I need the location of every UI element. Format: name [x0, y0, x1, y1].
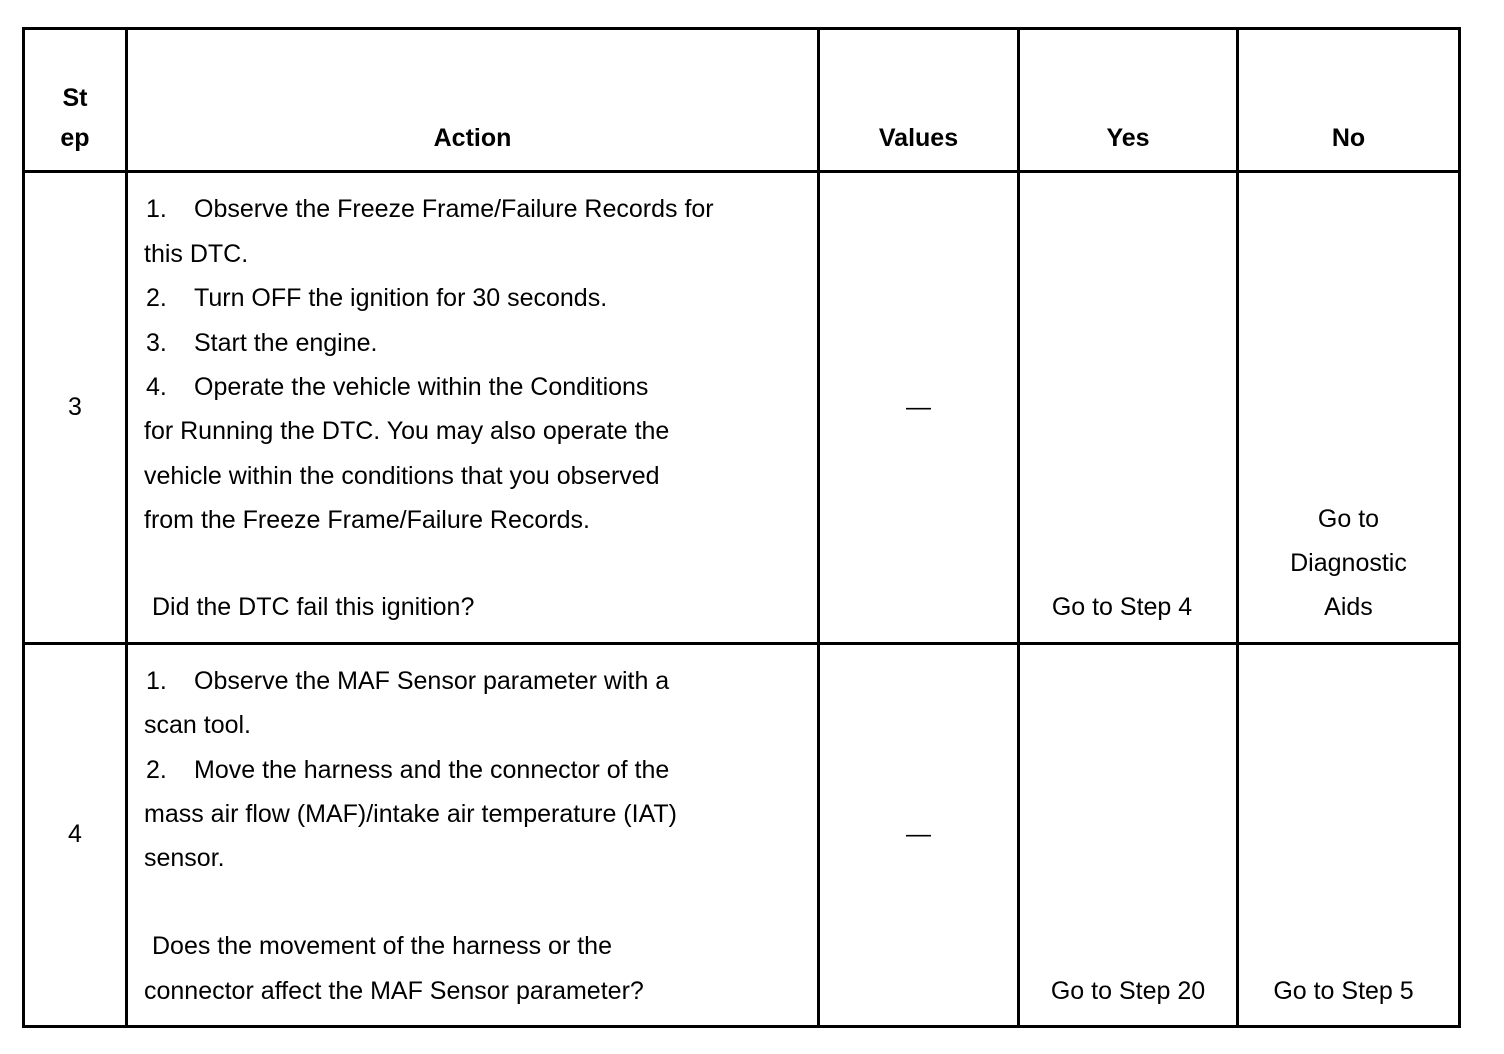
no-result: Go to Step 5 [1273, 976, 1414, 1005]
header-no: No [1238, 29, 1460, 172]
yes-result: Go to Step 20 [1050, 976, 1206, 1005]
action-line-text: scan tool. [144, 711, 252, 740]
diagnostic-table [22, 27, 1461, 1028]
action-line [144, 748, 807, 792]
action-line [144, 498, 807, 542]
action-steps [144, 659, 807, 881]
action-line-number: 1. [146, 666, 167, 695]
action-line [144, 276, 807, 320]
header-yes: Yes [1019, 29, 1238, 172]
action-line-text: this DTC. [144, 239, 249, 268]
action-line [144, 321, 807, 365]
action-line [144, 365, 807, 409]
action-line-text: Move the harness and the connector of the [194, 755, 670, 784]
yes-cell [1019, 172, 1238, 643]
action-line-text: from the Freeze Frame/Failure Records. [144, 506, 590, 535]
action-line [144, 409, 807, 453]
action-line [144, 454, 807, 498]
action-line [144, 836, 807, 880]
action-line [144, 232, 807, 276]
values-cell: — [819, 643, 1019, 1026]
yes-result: Go to Step 4 [1051, 593, 1193, 622]
action-line-text: Turn OFF the ignition for 30 seconds. [194, 284, 608, 313]
action-question: Did the DTC fail this ignition? [152, 593, 475, 622]
header-action: Action [127, 29, 819, 172]
action-line-text: Start the engine. [194, 328, 378, 357]
action-line-number: 2. [146, 755, 167, 784]
no-cell [1238, 643, 1460, 1026]
action-line-text: vehicle within the conditions that you observed [144, 461, 660, 490]
action-line-number: 4. [146, 373, 167, 402]
table-row [24, 643, 1460, 1026]
action-cell [127, 643, 819, 1026]
action-line-text: Observe the MAF Sensor parameter with a [194, 666, 670, 695]
action-line-text: mass air flow (MAF)/intake air temperature (IAT) [144, 800, 677, 829]
action-line-text: Operate the vehicle within the Conditions [194, 373, 649, 402]
yes-cell [1019, 643, 1238, 1026]
action-line-number: 1. [146, 195, 167, 224]
step-number: 4 [24, 643, 127, 1026]
action-line [144, 792, 807, 836]
header-row [24, 29, 1460, 172]
action-line-number: 3. [146, 328, 167, 357]
action-steps [144, 187, 807, 542]
no-result: Go to Diagnostic Aids [1290, 504, 1407, 622]
header-values: Values [819, 29, 1019, 172]
table-row [24, 172, 1460, 643]
action-line [144, 659, 807, 703]
action-line-text: Observe the Freeze Frame/Failure Records for [194, 195, 714, 224]
action-line-text: for Running the DTC. You may also operate the [144, 417, 670, 446]
action-line-text: sensor. [144, 844, 225, 873]
values-cell: — [819, 172, 1019, 643]
no-cell [1238, 172, 1460, 643]
action-question: Does the movement of the harness or the connector affect the MAF Sensor parameter? [144, 932, 644, 1005]
action-line [144, 187, 807, 231]
action-cell [127, 172, 819, 643]
step-number: 3 [24, 172, 127, 643]
action-line [144, 703, 807, 747]
action-line-number: 2. [146, 284, 167, 313]
header-step: St ep [24, 29, 127, 172]
